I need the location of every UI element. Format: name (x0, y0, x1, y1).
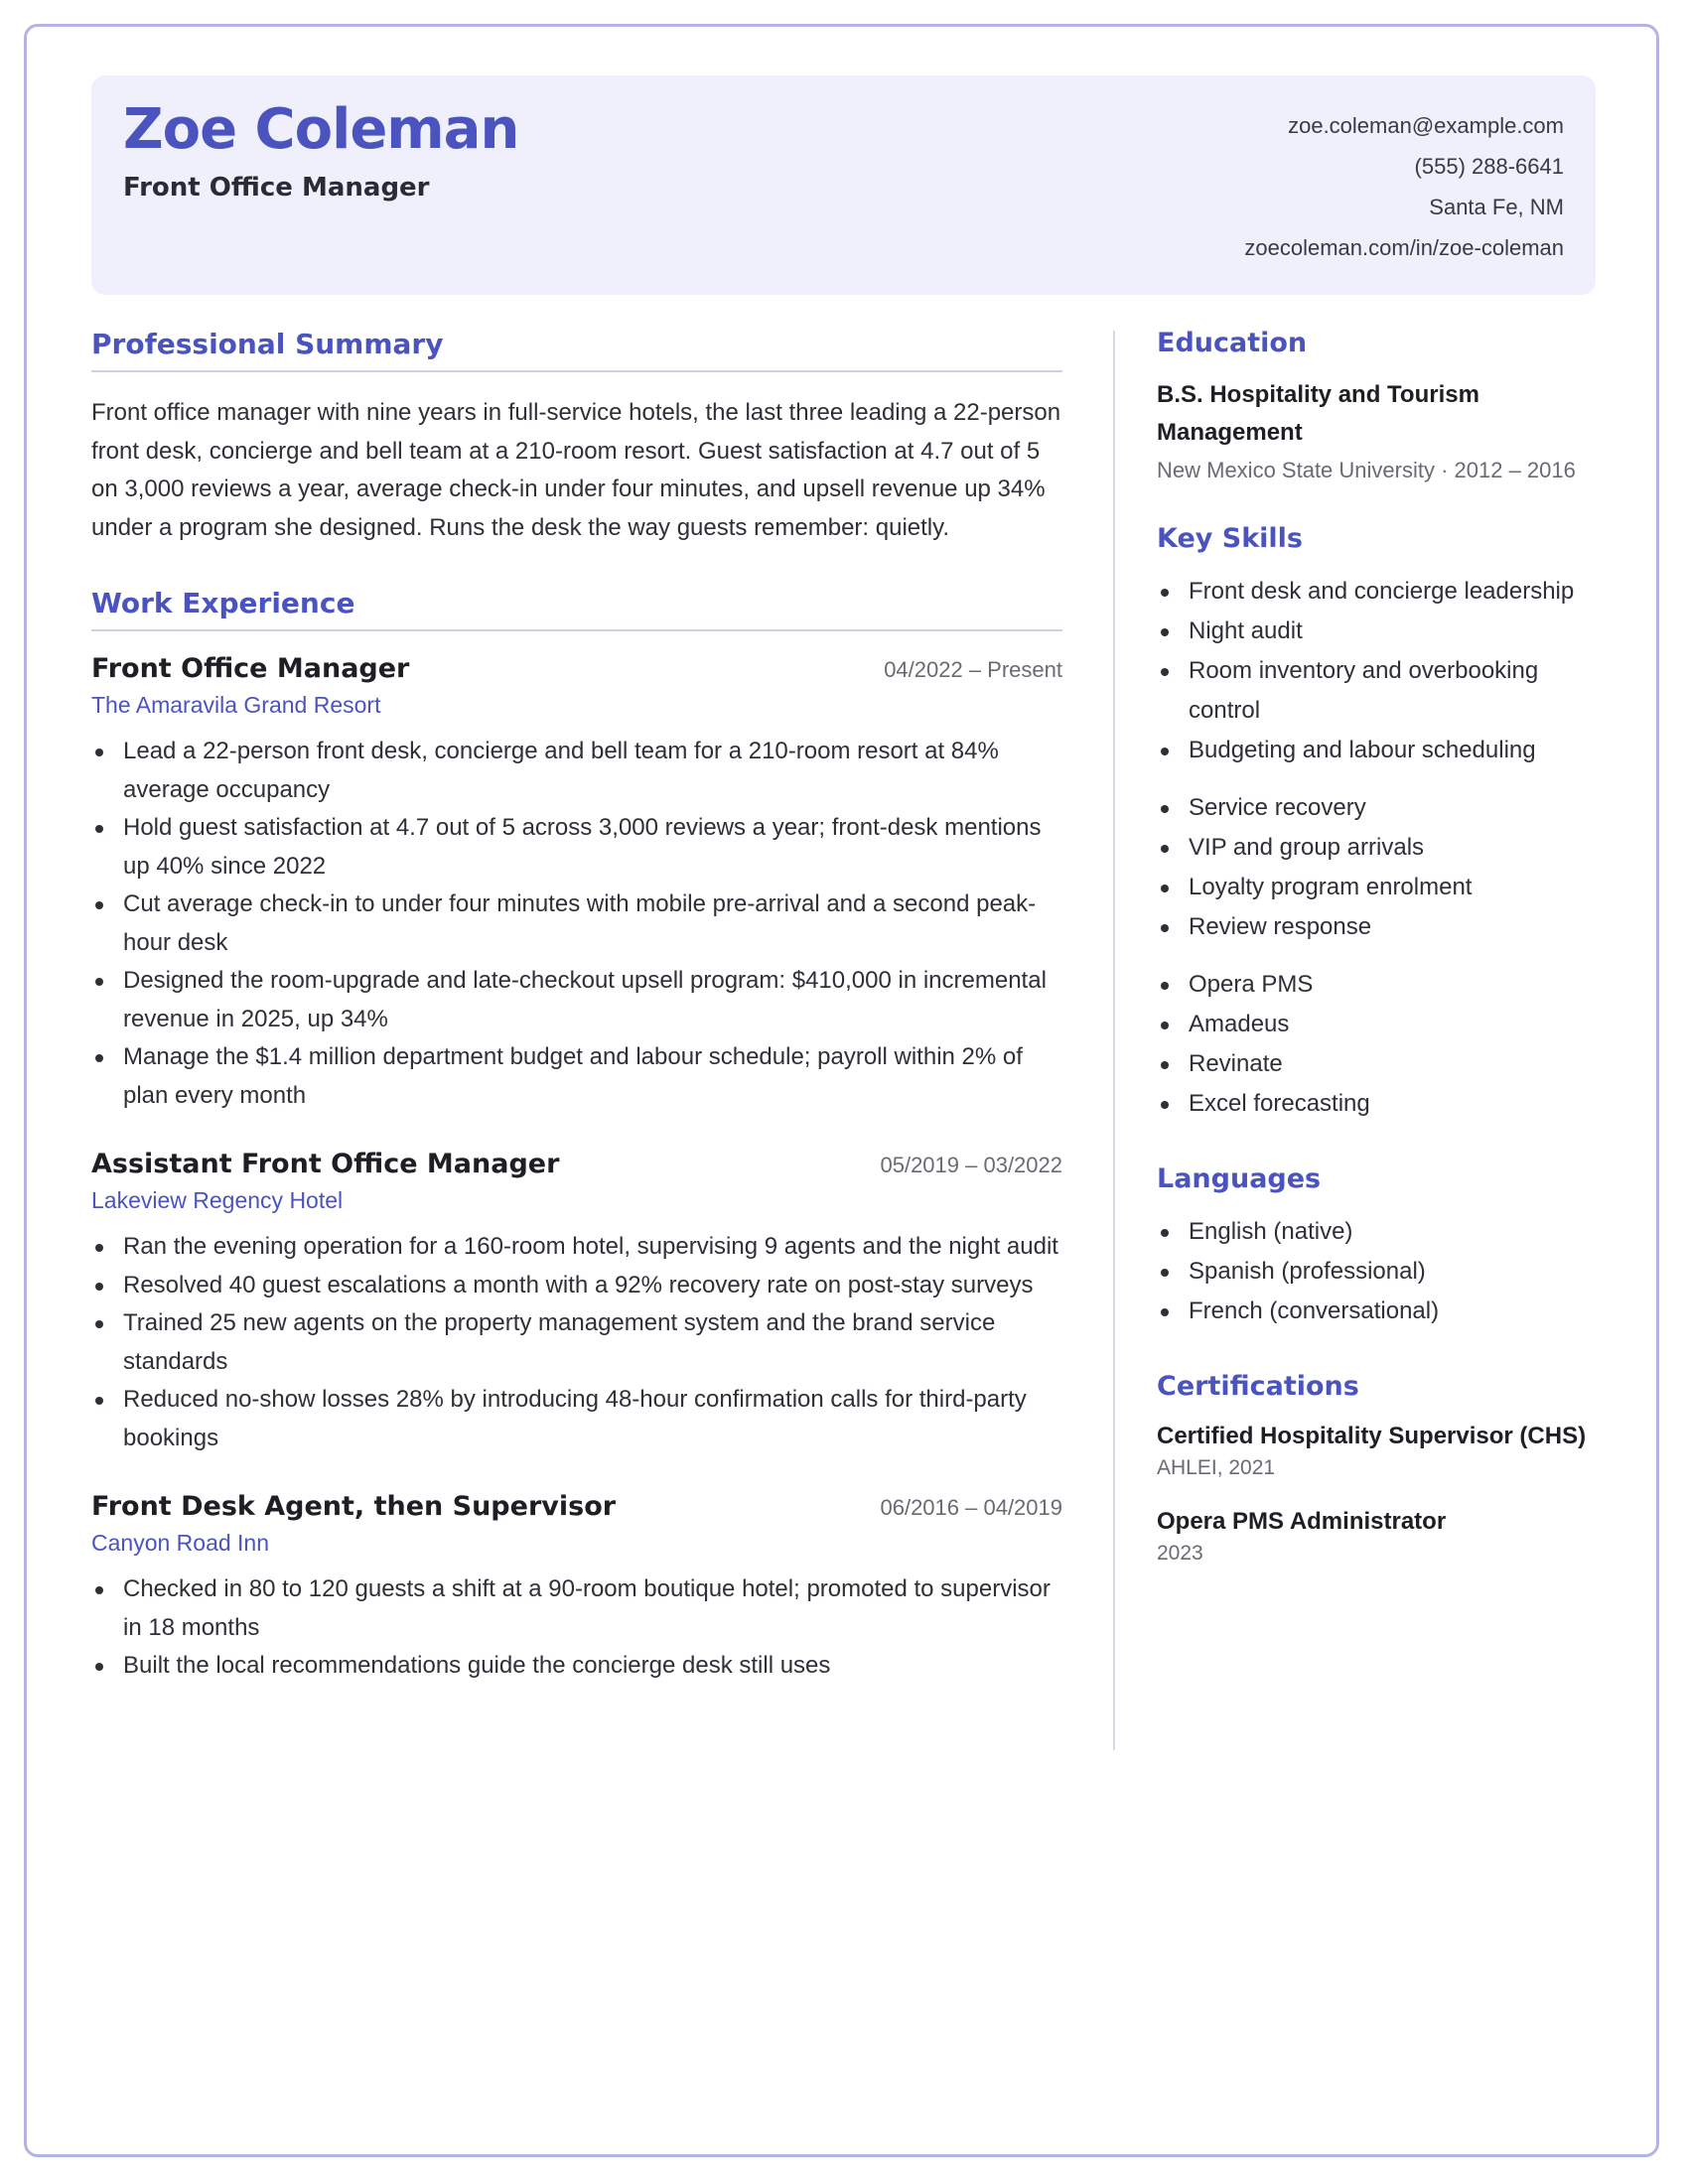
education-heading: Education (1157, 328, 1308, 358)
skill-group (1157, 965, 1604, 1124)
certifications-section (1157, 1371, 1604, 1569)
skill-group (1157, 572, 1604, 770)
certification-meta: AHLEI, 2021 (1157, 1456, 1276, 1479)
contact-phone[interactable]: (555) 288-6641 (1414, 154, 1564, 179)
list-item: Service recovery (1157, 788, 1604, 828)
contact-info (1244, 105, 1564, 268)
education-meta: New Mexico State University · 2012 – 2016 (1157, 458, 1576, 482)
list-item: Front desk and concierge leadership (1157, 572, 1604, 612)
list-item: Revinate (1157, 1044, 1604, 1084)
list-item: Hold guest satisfaction at 4.7 out of 5 across 3,000 reviews a year; front-desk mentions up 40% since 2022 (91, 809, 1062, 886)
job-entry (91, 1149, 1062, 1457)
certification-name: Certified Hospitality Supervisor (CHS) (1157, 1423, 1587, 1449)
summary-heading: Professional Summary (91, 328, 1062, 372)
list-item: Loyalty program enrolment (1157, 868, 1604, 907)
job-dates: 04/2022 – Present (884, 657, 1062, 682)
list-item: Budgeting and labour scheduling (1157, 731, 1604, 770)
list-item: Spanish (professional) (1157, 1252, 1604, 1292)
list-item: Designed the room-upgrade and late-checkout upsell program: $410,000 in incremental revenue in 2025, up 34% (91, 962, 1062, 1038)
job-dates: 05/2019 – 03/2022 (880, 1153, 1062, 1177)
list-item: Opera PMS (1157, 965, 1604, 1005)
list-item: Room inventory and overbooking control (1157, 651, 1604, 731)
list-item: English (native) (1157, 1212, 1604, 1252)
certification-item (1157, 1505, 1604, 1569)
resume-header (91, 75, 1596, 295)
contact-email[interactable]: zoe.coleman@example.com (1288, 113, 1564, 138)
certification-name: Opera PMS Administrator (1157, 1508, 1447, 1535)
list-item: Cut average check-in to under four minutes with mobile pre-arrival and a second peak-hour desk (91, 886, 1062, 962)
list-item: Ran the evening operation for a 160-room hotel, supervising 9 agents and the night audit (91, 1228, 1062, 1267)
list-item: Manage the $1.4 million department budget and labour schedule; payroll within 2% of plan every month (91, 1038, 1062, 1115)
languages-section (1157, 1163, 1604, 1331)
certification-meta: 2023 (1157, 1542, 1203, 1565)
column-divider (1113, 331, 1115, 1750)
skills-section (1157, 523, 1604, 1124)
job-title: Front Office Manager (91, 653, 410, 684)
job-dates: 06/2016 – 04/2019 (880, 1495, 1062, 1520)
job-employer: The Amaravila Grand Resort (91, 692, 381, 718)
list-item: Excel forecasting (1157, 1084, 1604, 1124)
education-degree: B.S. Hospitality and Tourism Management (1157, 381, 1479, 446)
certifications-heading: Certifications (1157, 1371, 1359, 1402)
summary-text: Front office manager with nine years in full-service hotels, the last three leading a 22-person front desk, concierge and bell team at a 210-room resort. Guest satisfaction at 4.7 out of 5 on 3,000 reviews a year, average check-in under four minutes, and upsell revenue up 34% under a program she designed. Runs the desk the way guests remember: quietly. (91, 399, 1061, 541)
job-entry (91, 1491, 1062, 1686)
list-item: Trained 25 new agents on the property management system and the brand service standards (91, 1304, 1062, 1381)
certification-item (1157, 1420, 1604, 1483)
list-item: Lead a 22-person front desk, concierge and bell team for a 210-room resort at 84% average occupancy (91, 733, 1062, 809)
skills-heading: Key Skills (1157, 523, 1303, 554)
skill-group (1157, 788, 1604, 947)
job-title: Front Desk Agent, then Supervisor (91, 1491, 617, 1522)
job-entry (91, 653, 1062, 1115)
list-item: Checked in 80 to 120 guests a shift at a 90-room boutique hotel; promoted to supervisor in 18 months (91, 1570, 1062, 1647)
job-employer: Canyon Road Inn (91, 1530, 270, 1556)
list-item: Amadeus (1157, 1005, 1604, 1044)
job-title: Assistant Front Office Manager (91, 1149, 560, 1179)
list-item: Review response (1157, 907, 1604, 947)
job-bullets (91, 1570, 1062, 1686)
job-bullets (91, 733, 1062, 1115)
list-item: Night audit (1157, 612, 1604, 651)
side-column (1157, 328, 1604, 1569)
education-section (1157, 328, 1604, 483)
list-item: French (conversational) (1157, 1292, 1604, 1331)
languages-heading: Languages (1157, 1163, 1322, 1194)
main-column (91, 328, 1062, 1686)
list-item: VIP and group arrivals (1157, 828, 1604, 868)
candidate-name: Zoe Coleman (123, 97, 519, 162)
list-item: Built the local recommendations guide the concierge desk still uses (91, 1647, 1062, 1686)
candidate-role: Front Office Manager (123, 173, 430, 203)
list-item: Resolved 40 guest escalations a month with a 92% recovery rate on post-stay surveys (91, 1267, 1062, 1305)
contact-website[interactable]: zoecoleman.com/in/zoe-coleman (1244, 235, 1564, 260)
list-item: Reduced no-show losses 28% by introducing 48-hour confirmation calls for third-party bookings (91, 1381, 1062, 1457)
job-bullets (91, 1228, 1062, 1457)
work-heading: Work Experience (91, 587, 1062, 631)
contact-location: Santa Fe, NM (1429, 195, 1564, 219)
job-employer: Lakeview Regency Hotel (91, 1187, 344, 1213)
